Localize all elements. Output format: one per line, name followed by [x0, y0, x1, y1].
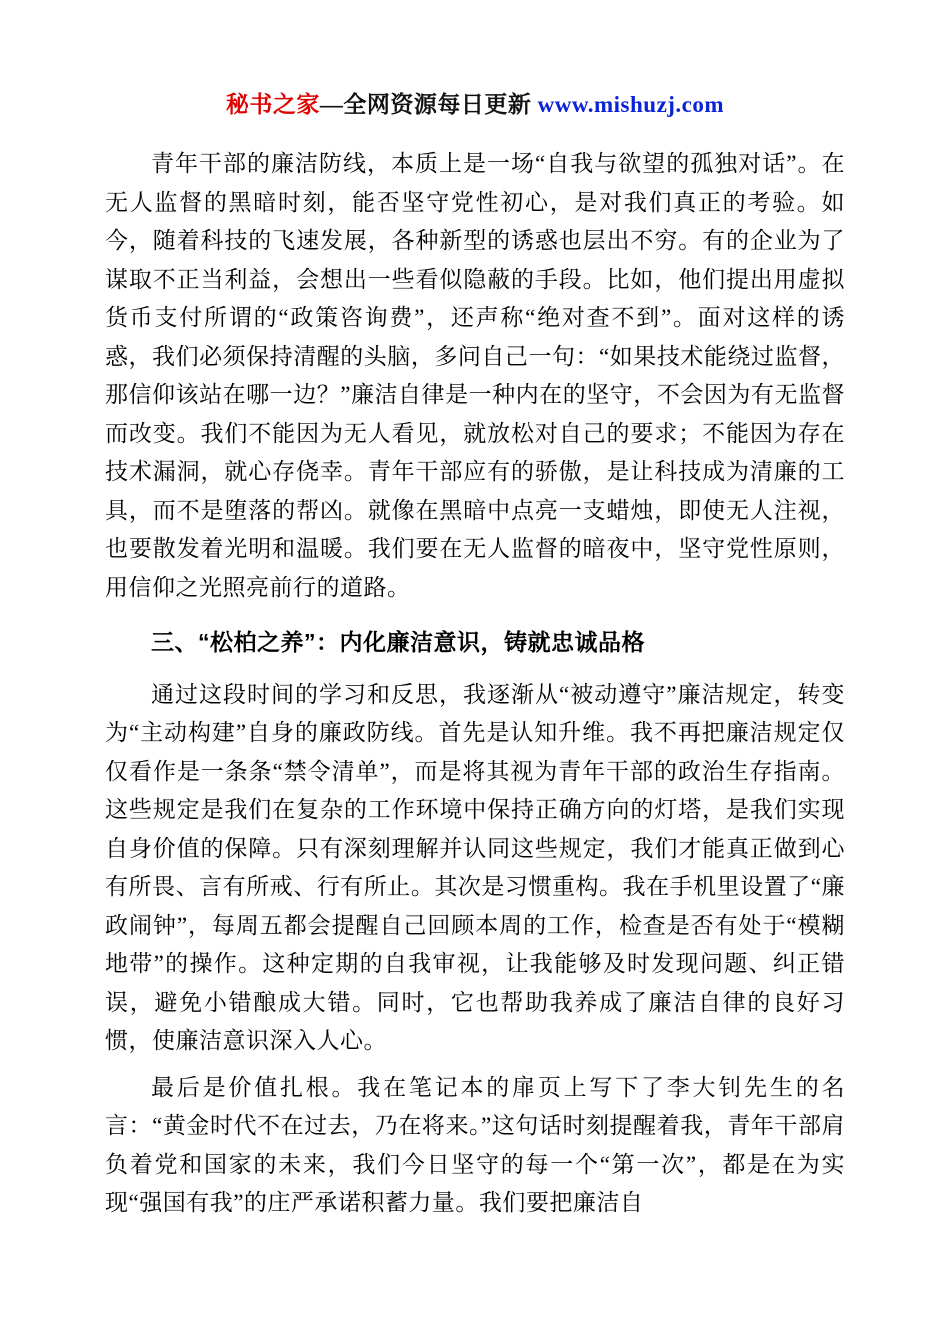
paragraph-study-reflection: 通过这段时间的学习和反思，我逐渐从“被动遵守”廉洁规定，转变为“主动构建”自身的廉政防线。首先是认知升维。我不再把廉洁规定仅仅看作是一条条“禁令清单”，而是将其视为青年干部的政治生存指南。这些规定是我们在复杂的工作环境中保持正确方向的灯塔，是我们实现自身价值的保障。只有深刻理解并认同这些规定，我们才能真正做到心有所畏、言有所戒、行有所止。其次是习惯重构。我在手机里设置了“廉政闹钟”，每周五都会提醒自己回顾本周的工作，检查是否有处于“模糊地带”的操作。这种定期的自我审视，让我能够及时发现问题、纠正错误，避免小错酿成大错。同时，它也帮助我养成了廉洁自律的良好习惯，使廉洁意识深入人心。: [105, 681, 845, 1053]
site-name: 秘书之家: [225, 92, 320, 117]
paragraph-integrity-defense: 青年干部的廉洁防线，本质上是一场“自我与欲望的孤独对话”。在无人监督的黑暗时刻，能否坚守党性初心，是对我们真正的考验。如今，随着科技的飞速发展，各种新型的诱惑也层出不穷。有的企业为了谋取不正当利益，会想出一些看似隐蔽的手段。比如，他们提出用虚拟货币支付所谓的“政策咨询费”，还声称“绝对查不到”。面对这样的诱惑，我们必须保持清醒的头脑，多问自己一句：“如果技术能绕过监督，那信仰该站在哪一边？”廉洁自律是一种内在的坚守，不会因为有无监督而改变。我们不能因为无人看见，就放松对自己的要求；不能因为存在技术漏洞，就心存侥幸。青年干部应有的骄傲，是让科技成为清廉的工具，而不是堕落的帮凶。就像在黑暗中点亮一支蜡烛，即使无人注视，也要散发着光明和温暖。我们要在无人监督的暗夜中，坚守党性原则，用信仰之光照亮前行的道路。: [105, 151, 845, 600]
site-tagline: —全网资源每日更新: [319, 92, 538, 117]
paragraph-value-rooting: 最后是价值扎根。我在笔记本的扉页上写下了李大钊先生的名言：“黄金时代不在过去，乃在将来。”这句话时刻提醒着我，青年干部肩负着党和国家的未来，我们今日坚守的每一个“第一次”，都是在为实现“强国有我”的庄严承诺积蓄力量。我们要把廉洁自: [105, 1074, 845, 1215]
document-body: [105, 145, 845, 1223]
site-url-link[interactable]: www.mishuzj.com: [537, 92, 725, 117]
section-heading-songbai: 三、“松柏之养”：内化廉洁意识，铸就忠诚品格: [151, 629, 645, 655]
site-header: [105, 86, 845, 119]
